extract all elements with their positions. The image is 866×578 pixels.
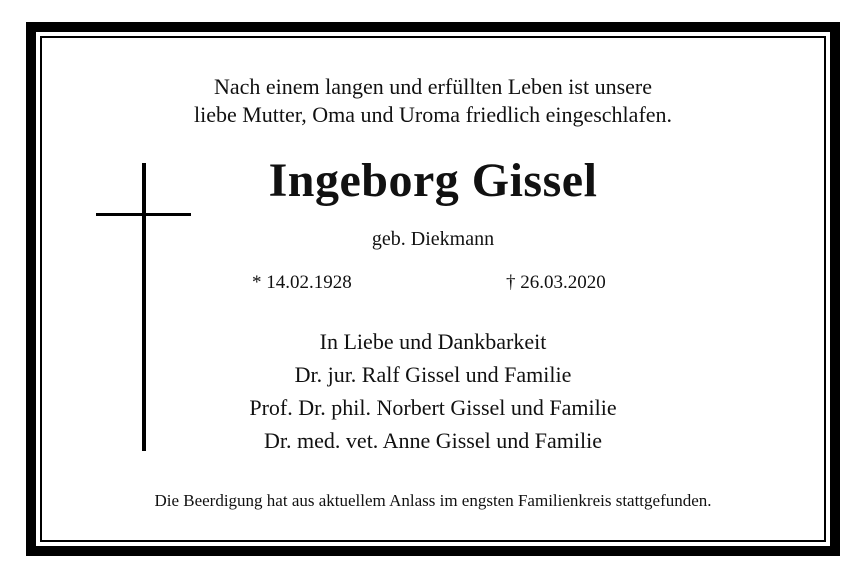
death-date: † 26.03.2020 xyxy=(506,272,606,293)
maiden-name: geb. Diekmann xyxy=(371,228,495,250)
intro-line-2: liebe Mutter, Oma und Uroma friedlich eingeschlafen. xyxy=(193,102,673,127)
burial-note: Die Beerdigung hat aus aktuellem Anlass im engsten Familienkreis stattgefunden. xyxy=(154,491,712,510)
mourner-line: Dr. jur. Ralf Gissel und Familie xyxy=(294,362,572,387)
mourner-line: Dr. med. vet. Anne Gissel und Familie xyxy=(264,428,602,453)
mourners-intro: In Liebe und Dankbarkeit xyxy=(319,329,547,354)
birth-date: * 14.02.1928 xyxy=(252,272,352,293)
cross-icon-bar xyxy=(96,213,191,216)
mourners-list xyxy=(0,325,866,457)
mourner-line: Prof. Dr. phil. Norbert Gissel und Familie xyxy=(249,395,617,420)
intro-line-1: Nach einem langen und erfüllten Leben ist unsere xyxy=(213,74,652,99)
intro-text xyxy=(0,73,866,129)
deceased-name: Ingeborg Gissel xyxy=(268,154,598,207)
